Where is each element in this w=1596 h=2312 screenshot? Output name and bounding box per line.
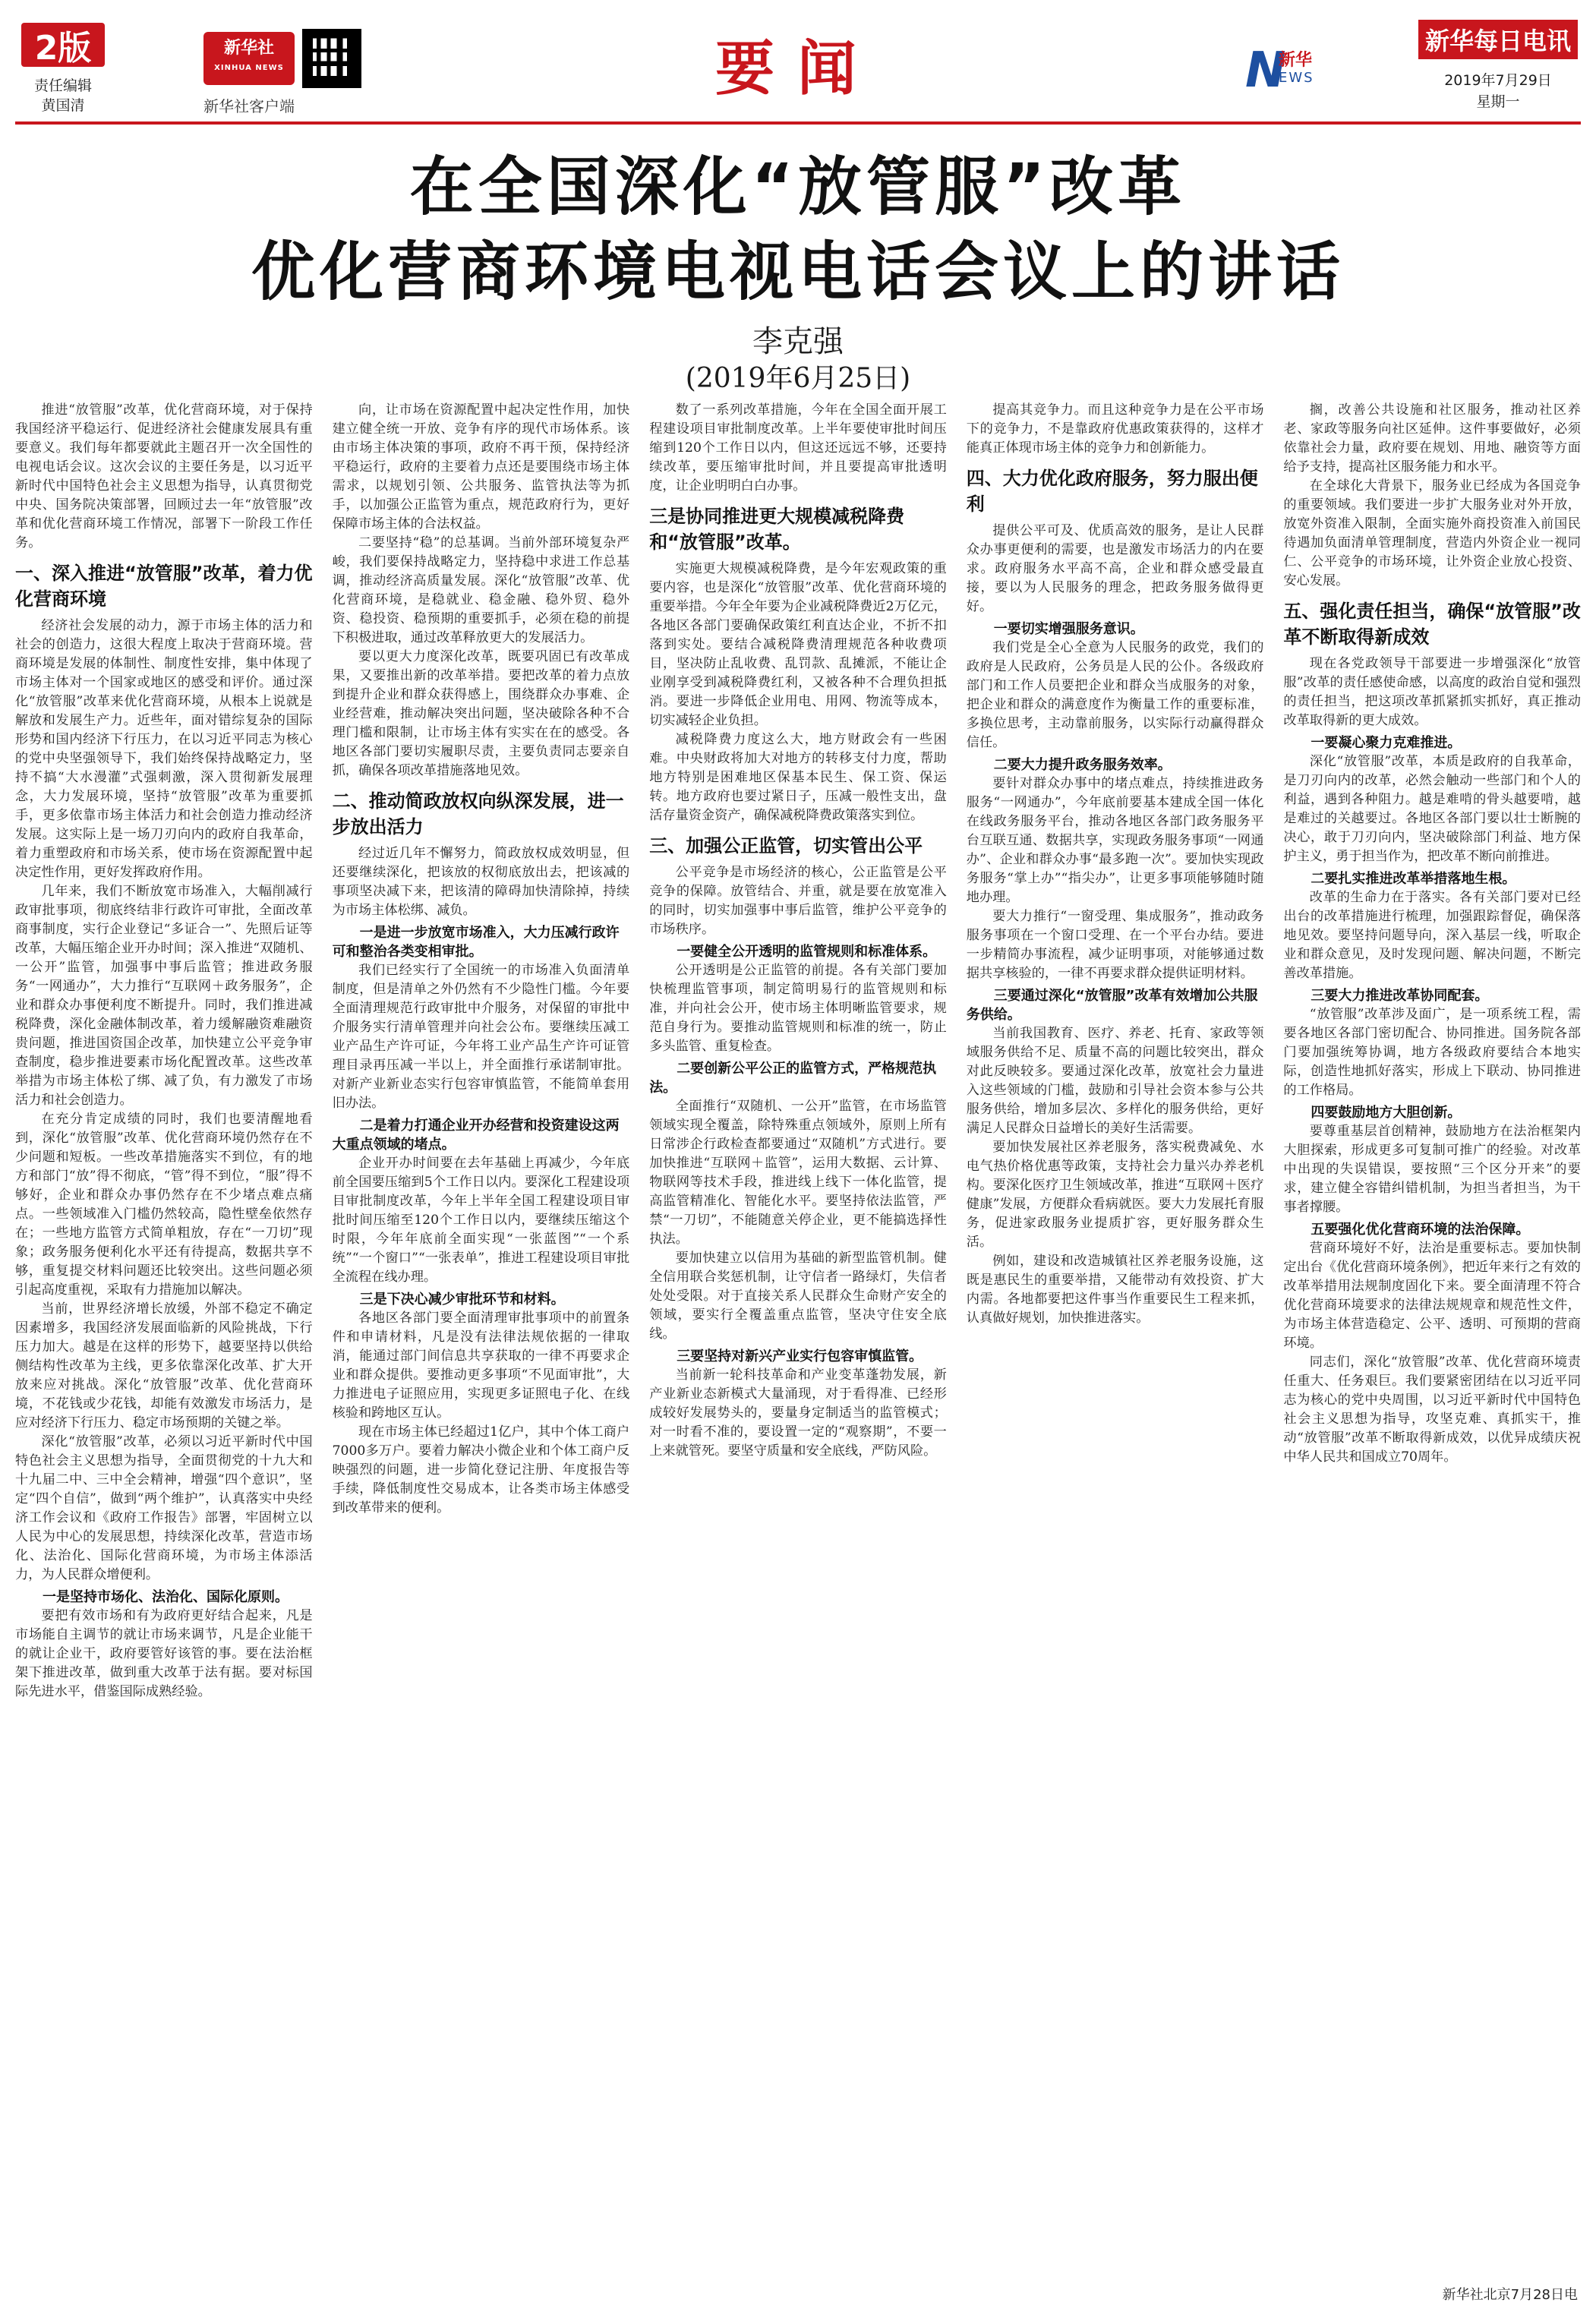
body-paragraph: 要针对群众办事中的堵点难点，持续推进政务服务“一网通办”，今年底前要基本建成全国一体化在线政务服务平台，推动各地区各部门政务服务平台互联互通、数据共享，实现政务服务事项“一网通办”、企业和群众办事“最多跑一次”。要加快实现政务服务“掌上办”“指尖办”，让更多事项能够随时随地办理。 (966, 776, 1264, 905)
body-paragraph: 在充分肯定成绩的同时，我们也要清醒地看到，深化“放管服”改革、优化营商环境仍然存在不少问题和短板。一些改革措施落实不到位，有的地方和部门“放”得不彻底，“管”得不到位，“服”得不够好，企业和群众办事仍然存在不少堵点难点痛点。一些领域准入门槛仍然较高，隐性壁垒依然存在；一些地方监管方式简单粗放，存在“一刀切”现象；政务服务便利化水平还有待提高，数据共享不够，重复提交材料问题还比较突出。这些问题必须引起高度重视，采取有力措施加以解决。 (15, 1112, 313, 1298)
body-paragraph: 几年来，我们不断放宽市场准入，大幅削减行政审批事项，彻底终结非行政许可审批，全面改革商事制度，实行企业登记“多证合一”、先照后证等改革，大幅压缩企业开办时间；深入推进“双随机、一公开”监管，加强事中事后监管；推进政务服务“一网通办”，大力推行“互联网＋政务服务”，企业和群众办事便利度不断提升。同时，我们推进减税降费，深化金融体制改革，着力缓解融资难融资贵问题，推进国资国企改革，加快建立公平竞争审查制度，稳步推进要素市场化配置改革。这些改革举措为市场主体松了绑、减了负，有力激发了市场活力和社会创造力。 (15, 884, 313, 1108)
issue-weekday: 星期一 (1476, 93, 1520, 110)
speech-date: (2019年6月25日) (685, 363, 911, 394)
subsection-heading: 四要鼓励地方大胆创新。 (1311, 1105, 1462, 1121)
xinhua-logo (203, 32, 295, 85)
body-paragraph: 提供公平可及、优质高效的服务，是让人民群众办事更便利的需要，也是激发市场活力的内在要求。政府服务水平高不高，企业和群众感受最直接，要以为人民服务的理念，把政务服务做得更好。 (966, 523, 1264, 614)
column-1 (15, 401, 313, 2276)
body-paragraph: 例如，建设和改造城镇社区养老服务设施，这既是惠民生的重要举措，又能带动有效投资、扩大内需。各地都要把这件事当作重要民生工程来抓，认真做好规划，加快推进落实。 (966, 1254, 1264, 1326)
section-heading: 三是协同推进更大规模减税降费和“放管服”改革。 (649, 506, 905, 553)
page-number-badge (21, 23, 105, 67)
body-paragraph: 公开透明是公正监管的前提。各有关部门要加快梳理监管事项，制定简明易行的监管规则和标准，并向社会公开，使市场主体明晰监管要求，规范自身行为。要推动监管规则和标准的统一，防止多头监管、重复检查。 (649, 963, 947, 1054)
body-paragraph: 现在各党政领导干部要进一步增强深化“放管服”改革的责任感使命感，以高度的政治自觉和强烈的责任担当，把这项改革抓紧抓实抓好，真正推动改革取得新的更大成效。 (1283, 656, 1581, 728)
xinhua-logo-sub: XINHUA NEWS (214, 64, 284, 72)
body-paragraph: 实施更大规模减税降费，是今年宏观政策的重要内容，也是深化“放管服”改革、优化营商环境的重要举措。今年全年要为企业减税降费近2万亿元，各地区各部门要确保政策红利直达企业，不折不扣落到实处。要结合减税降费清理规范各种收费项目，坚决防止乱收费、乱罚款、乱摊派，不能让企业刚享受到减税降费红利，又被各种不合理负担抵消。要进一步降低企业用电、用网、物流等成本，切实减轻企业负担。 (649, 561, 947, 728)
body-paragraph: 数了一系列改革措施，今年在全国全面开展工程建设项目审批制度改革。上半年要使审批时间压缩到120个工作日以内，但这还远远不够，还要持续改革，要压缩审批时间，并且要提高审批透明度，让企业明明白白办事。 (649, 402, 947, 494)
subsection-heading: 三要大力推进改革协同配套。 (1311, 988, 1489, 1004)
body-paragraph: 各地区各部门要全面清理审批事项中的前置条件和申请材料，凡是没有法律法规依据的一律取消，能通过部门间信息共享获取的一律不再要求企业和群众提供。要推动更多事项“不见面审批”，大力推进电子证照应用，实现更多证照电子化、在线核验和跨地区互认。 (332, 1311, 630, 1421)
xinhua-logo-text: 新华社 (223, 39, 274, 58)
body-paragraph: 向，让市场在资源配置中起决定性作用，加快建立健全统一开放、竞争有序的现代市场体系。该由市场主体决策的事项，政府不再干预，保持经济平稳运行，政府的主要着力点还是要围绕市场主体需求，以规划引领、公共服务、监管执法等为抓手，以加强公正监管为重点，规范政府行为，更好保障市场主体的合法权益。 (332, 402, 630, 531)
article-body (15, 401, 1581, 2276)
body-paragraph: 深化“放管服”改革，必须以习近平新时代中国特色社会主义思想为指导，全面贯彻党的十九大和十九届二中、三中全会精神，增强“四个意识”，坚定“四个自信”，做到“两个维护”，认真落实中央经济工作会议和《政府工作报告》部署，牢固树立以人民为中心的发展思想，持续深化改革，营造市场化、法治化、国际化营商环境，为市场主体添活力，为人民群众增便利。 (15, 1434, 313, 1582)
section-title: 要闻 (714, 34, 879, 103)
qr-code-icon[interactable] (302, 29, 361, 88)
body-paragraph: 当前我国教育、医疗、养老、托育、家政等领域服务供给不足、质量不高的问题比较突出，群众对此反映较多。要通过深化改革，放宽社会力量进入这些领域的门槛，鼓励和引导社会资本参与公共服务供给，增加多层次、多样化的服务供给，更好满足人民群众日益增长的美好生活需要。 (966, 1026, 1264, 1136)
body-paragraph: 企业开办时间要在去年基础上再减少，今年底前全国要压缩到5个工作日以内。要深化工程建设项目审批制度改革，今年上半年全国工程建设项目审批时间压缩至120个工作日以内，要继续压缩这个时限，今年年底前全面实现“一张蓝图”“一个系统”“一个窗口”“一张表单”，推进工程建设项目审批全流程在线办理。 (332, 1156, 630, 1285)
subsection-heading: 二是着力打通企业开办经营和投资建设这两大重点领域的堵点。 (332, 1118, 620, 1153)
body-paragraph: 改革的生命力在于落实。各有关部门要对已经出台的改革措施进行梳理，加强跟踪督促，确保落地见效。要坚持问题导向，深入基层一线，听取企业和群众意见，及时发现问题、解决问题，不断完善改革措施。 (1283, 890, 1581, 981)
subsection-heading: 三要坚持对新兴产业实行包容审慎监管。 (677, 1348, 923, 1364)
paper-name: 新华每日电讯 (1418, 20, 1578, 59)
body-paragraph: 要以更大力度深化改革，既要巩固已有改革成果，又要推出新的改革举措。要把改革的着力点放到提升企业和群众获得感上，围绕群众办事难、企业经营难，推动解决突出问题，坚决破除各种不合理门槛和限制，让市场主体有实实在在的感受。各地区各部门要切实履职尽责，主要负责同志要亲自抓，确保各项改革措施落地见效。 (332, 649, 630, 778)
body-paragraph: 当前，世界经济增长放缓，外部不稳定不确定因素增多，我国经济发展面临新的风险挑战，下行压力加大。越是在这样的形势下，越要坚持以供给侧结构性改革为主线，更多依靠深化改革、扩大开放来应对挑战。深化“放管服”改革、优化营商环境，不花钱或少花钱，却能有效激发市场活力，是应对经济下行压力、稳定市场预期的关键之举。 (15, 1301, 313, 1430)
body-paragraph: 经过近几年不懈努力，简政放权成效明显，但还要继续深化，把该放的权彻底放出去，把该减的事项坚决减下来，把该清的障碍加快清除掉，持续为市场主体松绑、减负。 (332, 846, 630, 918)
issue-date: 2019年7月29日 (1444, 72, 1552, 89)
body-paragraph: 要加快发展社区养老服务，落实税费减免、水电气热价格优惠等政策，支持社会力量兴办养老机构。要深化医疗卫生领域改革，推进“互联网＋医疗健康”发展，方便群众看病就医。要大力发展托育服务，促进家政服务业提质扩容，更好服务群众生活。 (966, 1140, 1264, 1250)
section-heading: 五、强化责任担当，确保“放管服”改革不断取得新成效 (1283, 601, 1581, 648)
subsection-heading: 一是坚持市场化、法治化、国际化原则。 (43, 1589, 289, 1605)
subsection-heading: 二要扎实推进改革举措落地生根。 (1311, 871, 1516, 887)
body-paragraph: 我们已经实行了全国统一的市场准入负面清单制度，但是清单之外仍然有不少隐性门槛。今年要全面清理规范行政审批中介服务，对保留的审批中介服务实行清单管理并向社会公布。要继续压减工业产品生产许可证，今年将工业产品生产许可证管理目录再压减一半以上，并全面推行承诺制审批。对新产业新业态实行包容审慎监管，不能简单套用旧办法。 (332, 963, 630, 1111)
masthead (0, 0, 1596, 125)
subsection-heading: 二要创新公平公正的监管方式，严格规范执法。 (649, 1061, 937, 1096)
subsection-heading: 二要大力提升政务服务效率。 (993, 757, 1172, 773)
footer-dateline: 新华社北京7月28日电 (1442, 2287, 1578, 2303)
masthead-divider (15, 121, 1581, 125)
body-paragraph: 搁，改善公共设施和社区服务，推动社区养老、家政等服务向社区延伸。这件事要做好，必须依靠社会力量，政府要在规划、用地、融资等方面给予支持，提高社区服务能力和水平。 (1283, 402, 1581, 475)
body-paragraph: 营商环境好不好，法治是重要标志。要加快制定出台《优化营商环境条例》，把近年来行之有效的改革举措用法规制度固化下来。要全面清理不符合优化营商环境要求的法律法规规章和规范性文件，为市场主体营造稳定、公平、透明、可预期的营商环境。 (1283, 1241, 1581, 1351)
subsection-heading: 五要强化优化营商环境的法治保障。 (1311, 1222, 1530, 1238)
body-paragraph: 我们党是全心全意为人民服务的政党，我们的政府是人民政府，公务员是人民的公仆。各级政府部门和工作人员要把企业和群众当成服务的对象，把企业和群众的满意度作为衡量工作的重要标准，多换位思考，主动靠前服务，以实际行动赢得群众信任。 (966, 640, 1264, 750)
news-logo (1245, 43, 1321, 99)
body-paragraph: 要大力推行“一窗受理、集成服务”，推动政务服务事项在一个窗口受理、在一个平台办结。要进一步精简办事流程，减少证明事项，对能够通过数据共享核验的，一律不再要求群众提供证明材料。 (966, 909, 1264, 981)
body-paragraph: 经济社会发展的动力，源于市场主体的活力和社会的创造力，这很大程度上取决于营商环境。营商环境是发展的体制性、制度性安排，集中体现了市场主体对一个国家或地区的感受和评价。通过深化“放管服”改革来优化营商环境，从根本上说就是解放和发展生产力。近些年，面对错综复杂的国际形势和国内经济下行压力，在以习近平同志为核心的党中央坚强领导下，我们始终保持战略定力，坚持不搞“大水漫灌”式强刺激，深入贯彻新发展理念，大力发展环境，坚持“放管服”改革为重要抓手，更多依靠市场主体活力和社会创造力推动经济发展。这实际上是一场刀刃向内的政府自我革命，着力重塑政府和市场关系，使市场在资源配置中起决定性作用，更好发挥政府作用。 (15, 618, 313, 880)
subsection-heading: 一要健全公开透明的监管规则和标准体系。 (677, 944, 937, 960)
headline-line-1: 在全国深化“放管服”改革 (409, 150, 1187, 224)
section-heading: 一、深入推进“放管服”改革，着力优化营商环境 (15, 563, 313, 610)
headline-line-2: 优化营商环境电视电话会议上的讲话 (251, 235, 1345, 309)
body-paragraph: 减税降费力度这么大，地方财政会有一些困难。中央财政将加大对地方的转移支付力度，帮助地方特别是困难地区保基本民生、保工资、保运转。地方政府也要过紧日子，压减一般性支出，盘活存量资金资产，确保减税降费政策落实到位。 (649, 732, 947, 823)
body-paragraph: 要尊重基层首创精神，鼓励地方在法治框架内大胆探索，形成更多可复制可推广的经验。对改革中出现的失误错误，要按照“三个区分开来”的要求，建立健全容错纠错机制，为担当者担当，为干事者撑腰。 (1283, 1124, 1581, 1215)
editor-info (21, 76, 105, 115)
news-logo-ews: EWS (1279, 70, 1314, 86)
section-heading: 二、推动简政放权向纵深发展，进一步放出活力 (332, 790, 624, 837)
subsection-heading: 三是下决心减少审批环节和材料。 (359, 1292, 565, 1307)
page-number: 2版 (34, 29, 92, 68)
issue-date-block (1418, 70, 1578, 112)
body-paragraph: 在全球化大背景下，服务业已经成为各国竞争的重要领域。我们要进一步扩大服务业对外开放，放宽外资准入限制，全面实施外商投资准入前国民待遇加负面清单管理制度，营造内外资企业一视同仁、公平竞争的市场环境，让外资企业放心投资、安心发展。 (1283, 478, 1581, 588)
column-2 (333, 401, 630, 2276)
subsection-heading: 一要切实增强服务意识。 (993, 621, 1144, 637)
column-4 (967, 401, 1264, 2276)
body-paragraph: 当前新一轮科技革命和产业变革蓬勃发展，新产业新业态新模式大量涌现，对于看得准、已经形成较好发展势头的，要量身定制适当的监管模式；对一时看不准的，要设置一定的“观察期”，不要一上来就管死。要坚守质量和安全底线，严防风险。 (649, 1367, 947, 1459)
body-paragraph: 要把有效市场和有为政府更好结合起来，凡是市场能自主调节的就让市场来调节，凡是企业能干的就让企业干，政府要管好该管的事。要在法治框架下推进改革，做到重大改革于法有据。要对标国际先进水平，借鉴国际成熟经验。 (15, 1608, 313, 1699)
body-paragraph: “放管服”改革涉及面广，是一项系统工程，需要各地区各部门密切配合、协同推进。国务院各部门要加强统筹协调，地方各级政府要结合本地实际，创造性地抓好落实，形成上下联动、协同推进的工作格局。 (1283, 1007, 1581, 1098)
body-paragraph: 同志们，深化“放管服”改革、优化营商环境责任重大、任务艰巨。我们要紧密团结在以习近平同志为核心的党中央周围，以习近平新时代中国特色社会主义思想为指导，攻坚克难、真抓实干，推动“放管服”改革不断取得新成效，以优异成绩庆祝中华人民共和国成立70周年。 (1283, 1355, 1581, 1465)
column-5 (1283, 401, 1581, 2276)
body-paragraph: 二要坚持“稳”的总基调。当前外部环境复杂严峻，我们要保持战略定力，坚持稳中求进工作总基调，推动经济高质量发展。深化“放管服”改革、优化营商环境，是稳就业、稳金融、稳外贸、稳外资、稳投资、稳预期的重要抓手，必须在稳的前提下积极进取，通过改革释放更大的发展活力。 (332, 535, 630, 645)
subsection-heading: 三要通过深化“放管服”改革有效增加公共服务供给。 (966, 988, 1258, 1023)
body-paragraph: 推进“放管服”改革，优化营商环境，对于保持我国经济平稳运行、促进经济社会健康发展具有重要意义。我们每年都要就此主题召开一次全国性的电视电话会议。这次会议的主要任务是，以习近平新时代中国特色社会主义思想为指导，认真贯彻党中央、国务院决策部署，回顾过去一年“放管服”改革和优化营商环境工作情况，部署下一阶段工作任务。 (15, 402, 313, 550)
subsection-heading: 一是进一步放宽市场准入，大力压减行政许可和整治各类变相审批。 (332, 925, 620, 960)
client-label: 新华社客户端 (203, 97, 295, 115)
subsection-heading: 一要凝心聚力克难推进。 (1311, 735, 1462, 751)
author-byline: 李克强 (752, 324, 844, 359)
body-paragraph: 现在市场主体已经超过1亿户，其中个体工商户7000多万户。要着力解决小微企业和个体工商户反映强烈的问题，进一步简化登记注册、年度报告等手续，降低制度性交易成本，让各类市场主体感受到改革带来的便利。 (332, 1424, 630, 1516)
editor-name: 黄国清 (41, 97, 85, 114)
section-heading: 四、大力优化政府服务，努力服出便利 (966, 468, 1258, 515)
news-logo-xinhua: 新华 (1279, 51, 1313, 70)
editor-label: 责任编辑 (33, 77, 92, 94)
section-heading: 三、加强公正监管，切实管出公平 (649, 835, 923, 856)
body-paragraph: 公平竞争是市场经济的核心，公正监管是公平竞争的保障。放管结合、并重，就是要在放宽准入的同时，切实加强事中事后监管，维护公平竞争的市场秩序。 (649, 865, 947, 937)
body-paragraph: 全面推行“双随机、一公开”监管，在市场监管领域实现全覆盖，除特殊重点领域外，原则上所有日常涉企行政检查都要通过“双随机”方式进行。要加快推进“互联网＋监管”，运用大数据、云计算、物联网等技术手段，推进线上线下一体化监管，提高监管精准化、智能化水平。要坚持依法监管，严禁“一刀切”，不能随意关停企业，更不能搞选择性执法。 (649, 1099, 947, 1247)
news-logo-n: N (1245, 43, 1286, 99)
column-3 (649, 401, 947, 2276)
body-paragraph: 提高其竞争力。而且这种竞争力是在公平市场下的竞争力，不是靠政府优惠政策获得的，这样才能真正体现市场主体的竞争力和创新能力。 (966, 402, 1264, 456)
body-paragraph: 深化“放管服”改革，本质是政府的自我革命，是刀刃向内的改革，必然会触动一些部门和个人的利益，遇到各种阻力。越是难啃的骨头越要啃，越是难过的关越要过。各地区各部门要以壮士断腕的决心，敢于刀刃向内，坚决破除部门利益、地方保护主义，勇于担当作为，把改革不断向前推进。 (1283, 754, 1581, 864)
body-paragraph: 要加快建立以信用为基础的新型监管机制。健全信用联合奖惩机制，让守信者一路绿灯，失信者处处受限。对于直接关系人民群众生命财产安全的领域，要实行全覆盖重点监管，坚决守住安全底线。 (649, 1251, 947, 1342)
article-headline (0, 144, 1596, 314)
